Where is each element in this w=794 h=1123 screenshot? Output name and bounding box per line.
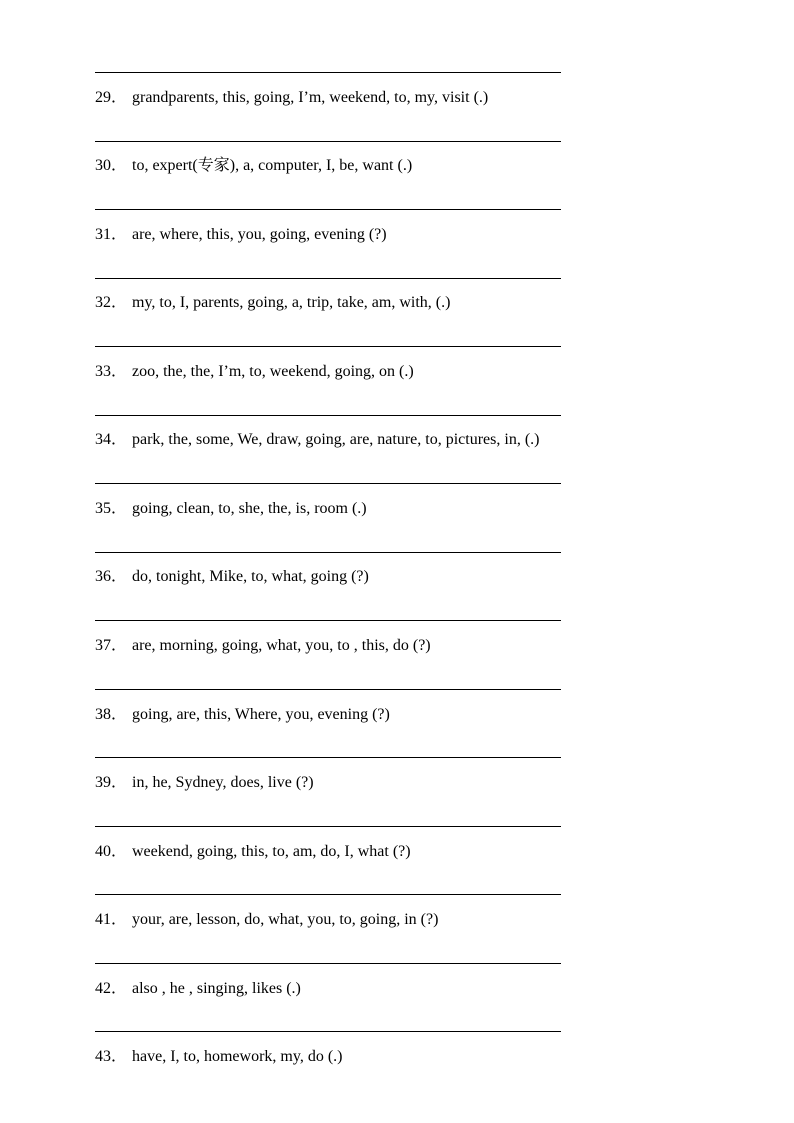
question-text: going, clean, to, she, the, is, room (.) [132,500,367,517]
answer-line [95,757,561,758]
question-number: 41． [95,911,128,928]
question-text: are, where, this, you, going, evening (?) [132,226,387,243]
question-number: 43． [95,1048,128,1065]
question-number: 40． [95,843,128,860]
question-text: zoo, the, the, I’m, to, weekend, going, on (.) [132,363,414,380]
question-text: grandparents, this, going, I’m, weekend, to, my, visit (.) [132,89,489,106]
question-42 [95,978,301,1000]
answer-line [95,209,561,210]
question-30 [95,155,412,177]
question-text: to, expert(专家), a, computer, I, be, want (.) [132,157,413,174]
answer-line [95,963,561,964]
answer-line [95,1031,561,1032]
question-number: 29． [95,89,128,106]
question-text: do, tonight, Mike, to, what, going (?) [132,568,369,585]
question-43 [95,1046,342,1068]
answer-line [95,278,561,279]
answer-line [95,552,561,553]
question-34 [95,429,539,451]
question-number: 37． [95,637,128,654]
answer-line [95,894,561,895]
answer-line [95,141,561,142]
question-29 [95,87,488,109]
question-number: 30． [95,157,128,174]
question-text: park, the, some, We, draw, going, are, nature, to, pictures, in, (.) [132,431,540,448]
question-text: also , he , singing, likes (.) [132,980,301,997]
question-number: 36． [95,568,128,585]
question-41 [95,909,438,931]
answer-line [95,415,561,416]
question-number: 34． [95,431,128,448]
question-text: my, to, I, parents, going, a, trip, take, am, with, (.) [132,294,451,311]
question-36 [95,566,369,588]
question-38 [95,704,390,726]
question-39 [95,772,314,794]
question-text: are, morning, going, what, you, to , this, do (?) [132,637,431,654]
question-31 [95,224,387,246]
question-number: 33． [95,363,128,380]
answer-line [95,826,561,827]
answer-line [95,620,561,621]
question-33 [95,361,414,383]
question-text: in, he, Sydney, does, live (?) [132,774,314,791]
question-40 [95,841,411,863]
question-35 [95,498,367,520]
answer-line [95,346,561,347]
question-32 [95,292,450,314]
question-text: going, are, this, Where, you, evening (?) [132,706,390,723]
question-number: 35． [95,500,128,517]
question-number: 42． [95,980,128,997]
question-text: have, I, to, homework, my, do (.) [132,1048,343,1065]
answer-line [95,483,561,484]
question-37 [95,635,431,657]
question-number: 39． [95,774,128,791]
question-text: weekend, going, this, to, am, do, I, what (?) [132,843,411,860]
question-number: 32． [95,294,128,311]
question-number: 38． [95,706,128,723]
answer-line [95,72,561,73]
answer-line [95,689,561,690]
question-text: your, are, lesson, do, what, you, to, going, in (?) [132,911,439,928]
question-number: 31． [95,226,128,243]
